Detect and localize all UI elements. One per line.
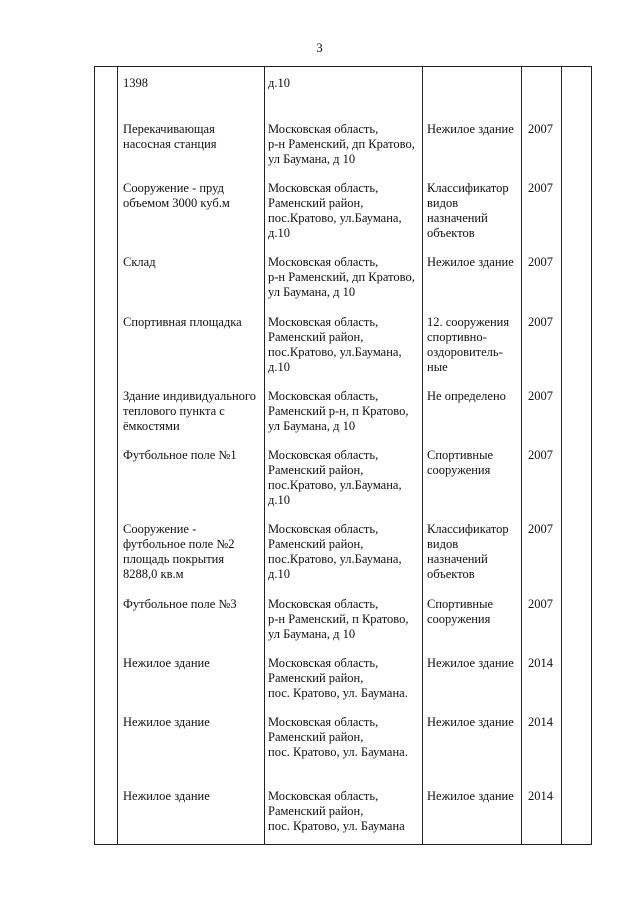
object-name: Склад [123,255,156,269]
object-purpose: Спортивные сооружения [427,448,494,477]
object-name: Нежилое здание [123,715,210,729]
object-purpose: Спортивные сооружения [427,597,494,626]
object-purpose: Нежилое здание [427,715,514,729]
object-address: Московская область, Раменский район, пос.Кратово, ул.Баумана, д.10 [268,315,402,374]
object-address: Московская область, Раменский район, пос.Кратово, ул.Баумана, д.10 [268,522,402,581]
object-year: 2007 [528,122,553,136]
object-name: Нежилое здание [123,656,210,670]
page-number: 3 [316,40,323,55]
object-purpose: Нежилое здание [427,789,514,803]
object-name: Сооружение - пруд объемом 3000 куб.м [123,181,230,210]
object-name: Футбольное поле №3 [123,597,237,611]
object-year: 2014 [528,715,553,729]
object-address: Московская область, Раменский район, пос.Кратово, ул.Баумана, д.10 [268,181,402,240]
object-name: Футбольное поле №1 [123,448,237,462]
object-purpose: 12. сооружения спортивно- оздоровитель- ные [427,315,510,374]
object-year: 2007 [528,448,553,462]
object-name: Перекачивающая насосная станция [123,122,217,151]
object-name: Сооружение - футбольное поле №2 площадь покрытия 8288,0 кв.м [123,522,235,581]
object-name: 1398 [123,76,148,90]
object-year: 2007 [528,255,553,269]
object-purpose: Нежилое здание [427,255,514,269]
object-purpose: Не определено [427,389,506,403]
object-address: Московская область, Раменский район, пос. Кратово, ул. Баумана. [268,656,408,700]
object-name: Нежилое здание [123,789,210,803]
object-address: Московская область, р-н Раменский, п Кратово, ул Баумана, д 10 [268,597,409,641]
object-address: Московская область, Раменский р-н, п Кратово, ул Баумана, д 10 [268,389,409,433]
object-address: д.10 [268,76,290,90]
object-purpose: Нежилое здание [427,122,514,136]
object-year: 2007 [528,389,553,403]
object-purpose: Классификатор видов назначений объектов [427,522,509,581]
object-year: 2014 [528,656,553,670]
object-year: 2007 [528,522,553,536]
object-name: Здание индивидуального теплового пункта с ёмкостями [123,389,256,433]
object-year: 2014 [528,789,553,803]
object-name: Спортивная площадка [123,315,242,329]
column-divider [117,67,118,844]
object-year: 2007 [528,181,553,195]
object-year: 2007 [528,597,553,611]
object-address: Московская область, Раменский район, пос.Кратово, ул.Баумана, д.10 [268,448,402,507]
property-table [94,66,592,845]
object-purpose: Классификатор видов назначений объектов [427,181,509,240]
object-address: Московская область, р-н Раменский, дп Кратово, ул Баумана, д 10 [268,255,415,299]
object-purpose: Нежилое здание [427,656,514,670]
object-address: Московская область, р-н Раменский, дп Кратово, ул Баумана, д 10 [268,122,415,166]
object-year: 2007 [528,315,553,329]
object-address: Московская область, Раменский район, пос. Кратово, ул. Баумана. [268,715,408,759]
object-address: Московская область, Раменский район, пос. Кратово, ул. Баумана [268,789,405,833]
